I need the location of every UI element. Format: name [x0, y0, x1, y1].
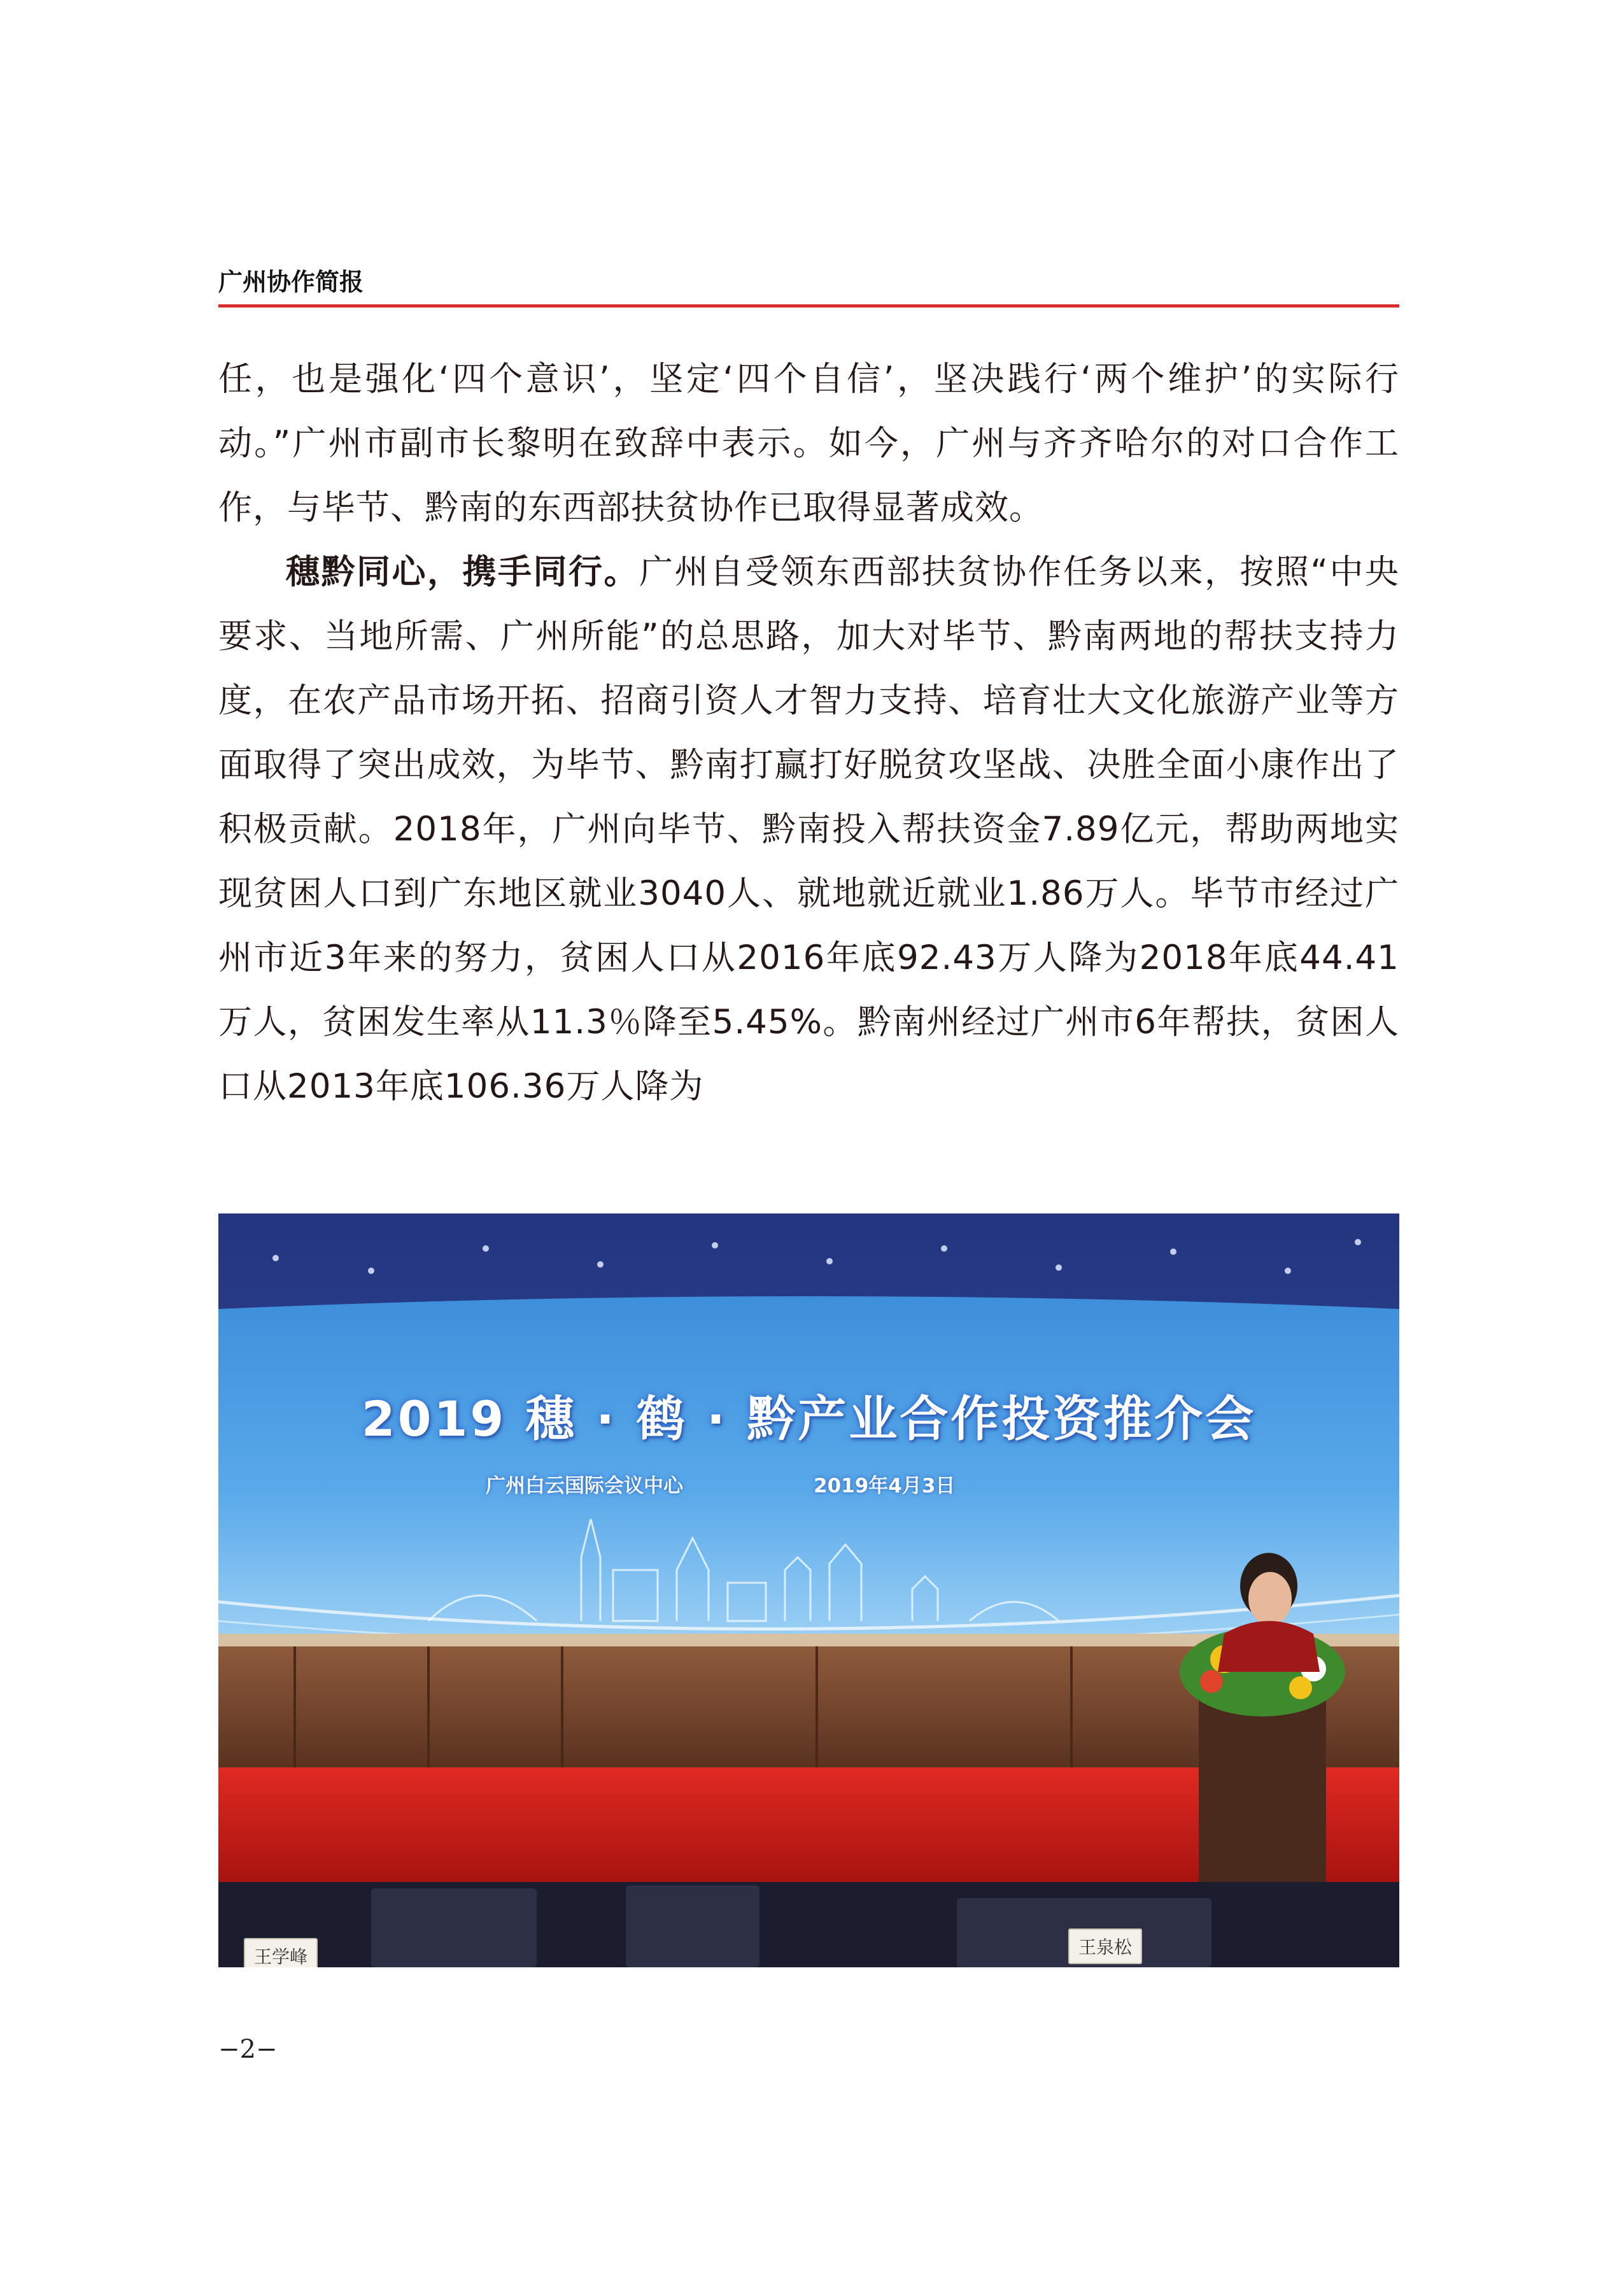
header-divider	[218, 304, 1399, 308]
paragraph-2	[218, 540, 1399, 1119]
paragraph-2-text: 广州自受领东西部扶贫协作任务以来，按照“中央要求、当地所需、广州所能”的总思路，加大对毕节、黔南两地的帮扶支持力度，在农产品市场开拓、招商引资人才智力支持、培育壮大文化旅游产业等方面取得了突出成效，为毕节、黔南打赢打好脱贫攻坚战、决胜全面小康作出了积极贡献。2018年，广州向毕节、黔南投入帮扶资金7.89亿元，帮助两地实现贫困人口到广东地区就业3040人、就地就近就业1.86万人。毕节市经过广州市近3年来的努力，贫困人口从2016年底92.43万人降为2018年底44.41万人，贫困发生率从11.3％降至5.45%。黔南州经过广州市6年帮扶，贫困人口从2013年底106.36万人降为	[218, 553, 1399, 1106]
banner-venue: 广州白云国际会议中心	[486, 1475, 683, 1497]
article-body	[218, 347, 1399, 1119]
banner-date: 2019年4月3日	[814, 1475, 956, 1497]
paragraph-1: 任，也是强化‘四个意识’，坚定‘四个自信’，坚决践行‘两个维护’的实际行动。”广州市副市长黎明在致辞中表示。如今，广州与齐齐哈尔的对口合作工作，与毕节、黔南的东西部扶贫协作已取得显著成效。	[218, 360, 1399, 527]
nameplate-right: 王泉松	[1068, 1928, 1142, 1964]
publication-title: 广州协作简报	[218, 267, 364, 296]
conference-photo	[218, 1213, 1399, 1967]
conference-scene	[218, 1213, 1399, 1967]
page-number: −2−	[218, 2035, 278, 2064]
nameplate-left: 王学峰	[244, 1938, 318, 1967]
led-screen	[218, 1296, 1399, 1646]
banner-title: 2019 穗 · 鹤 · 黔产业合作投资推介会	[361, 1390, 1257, 1447]
paragraph-2-lead: 穗黔同心，携手同行。	[286, 553, 640, 591]
